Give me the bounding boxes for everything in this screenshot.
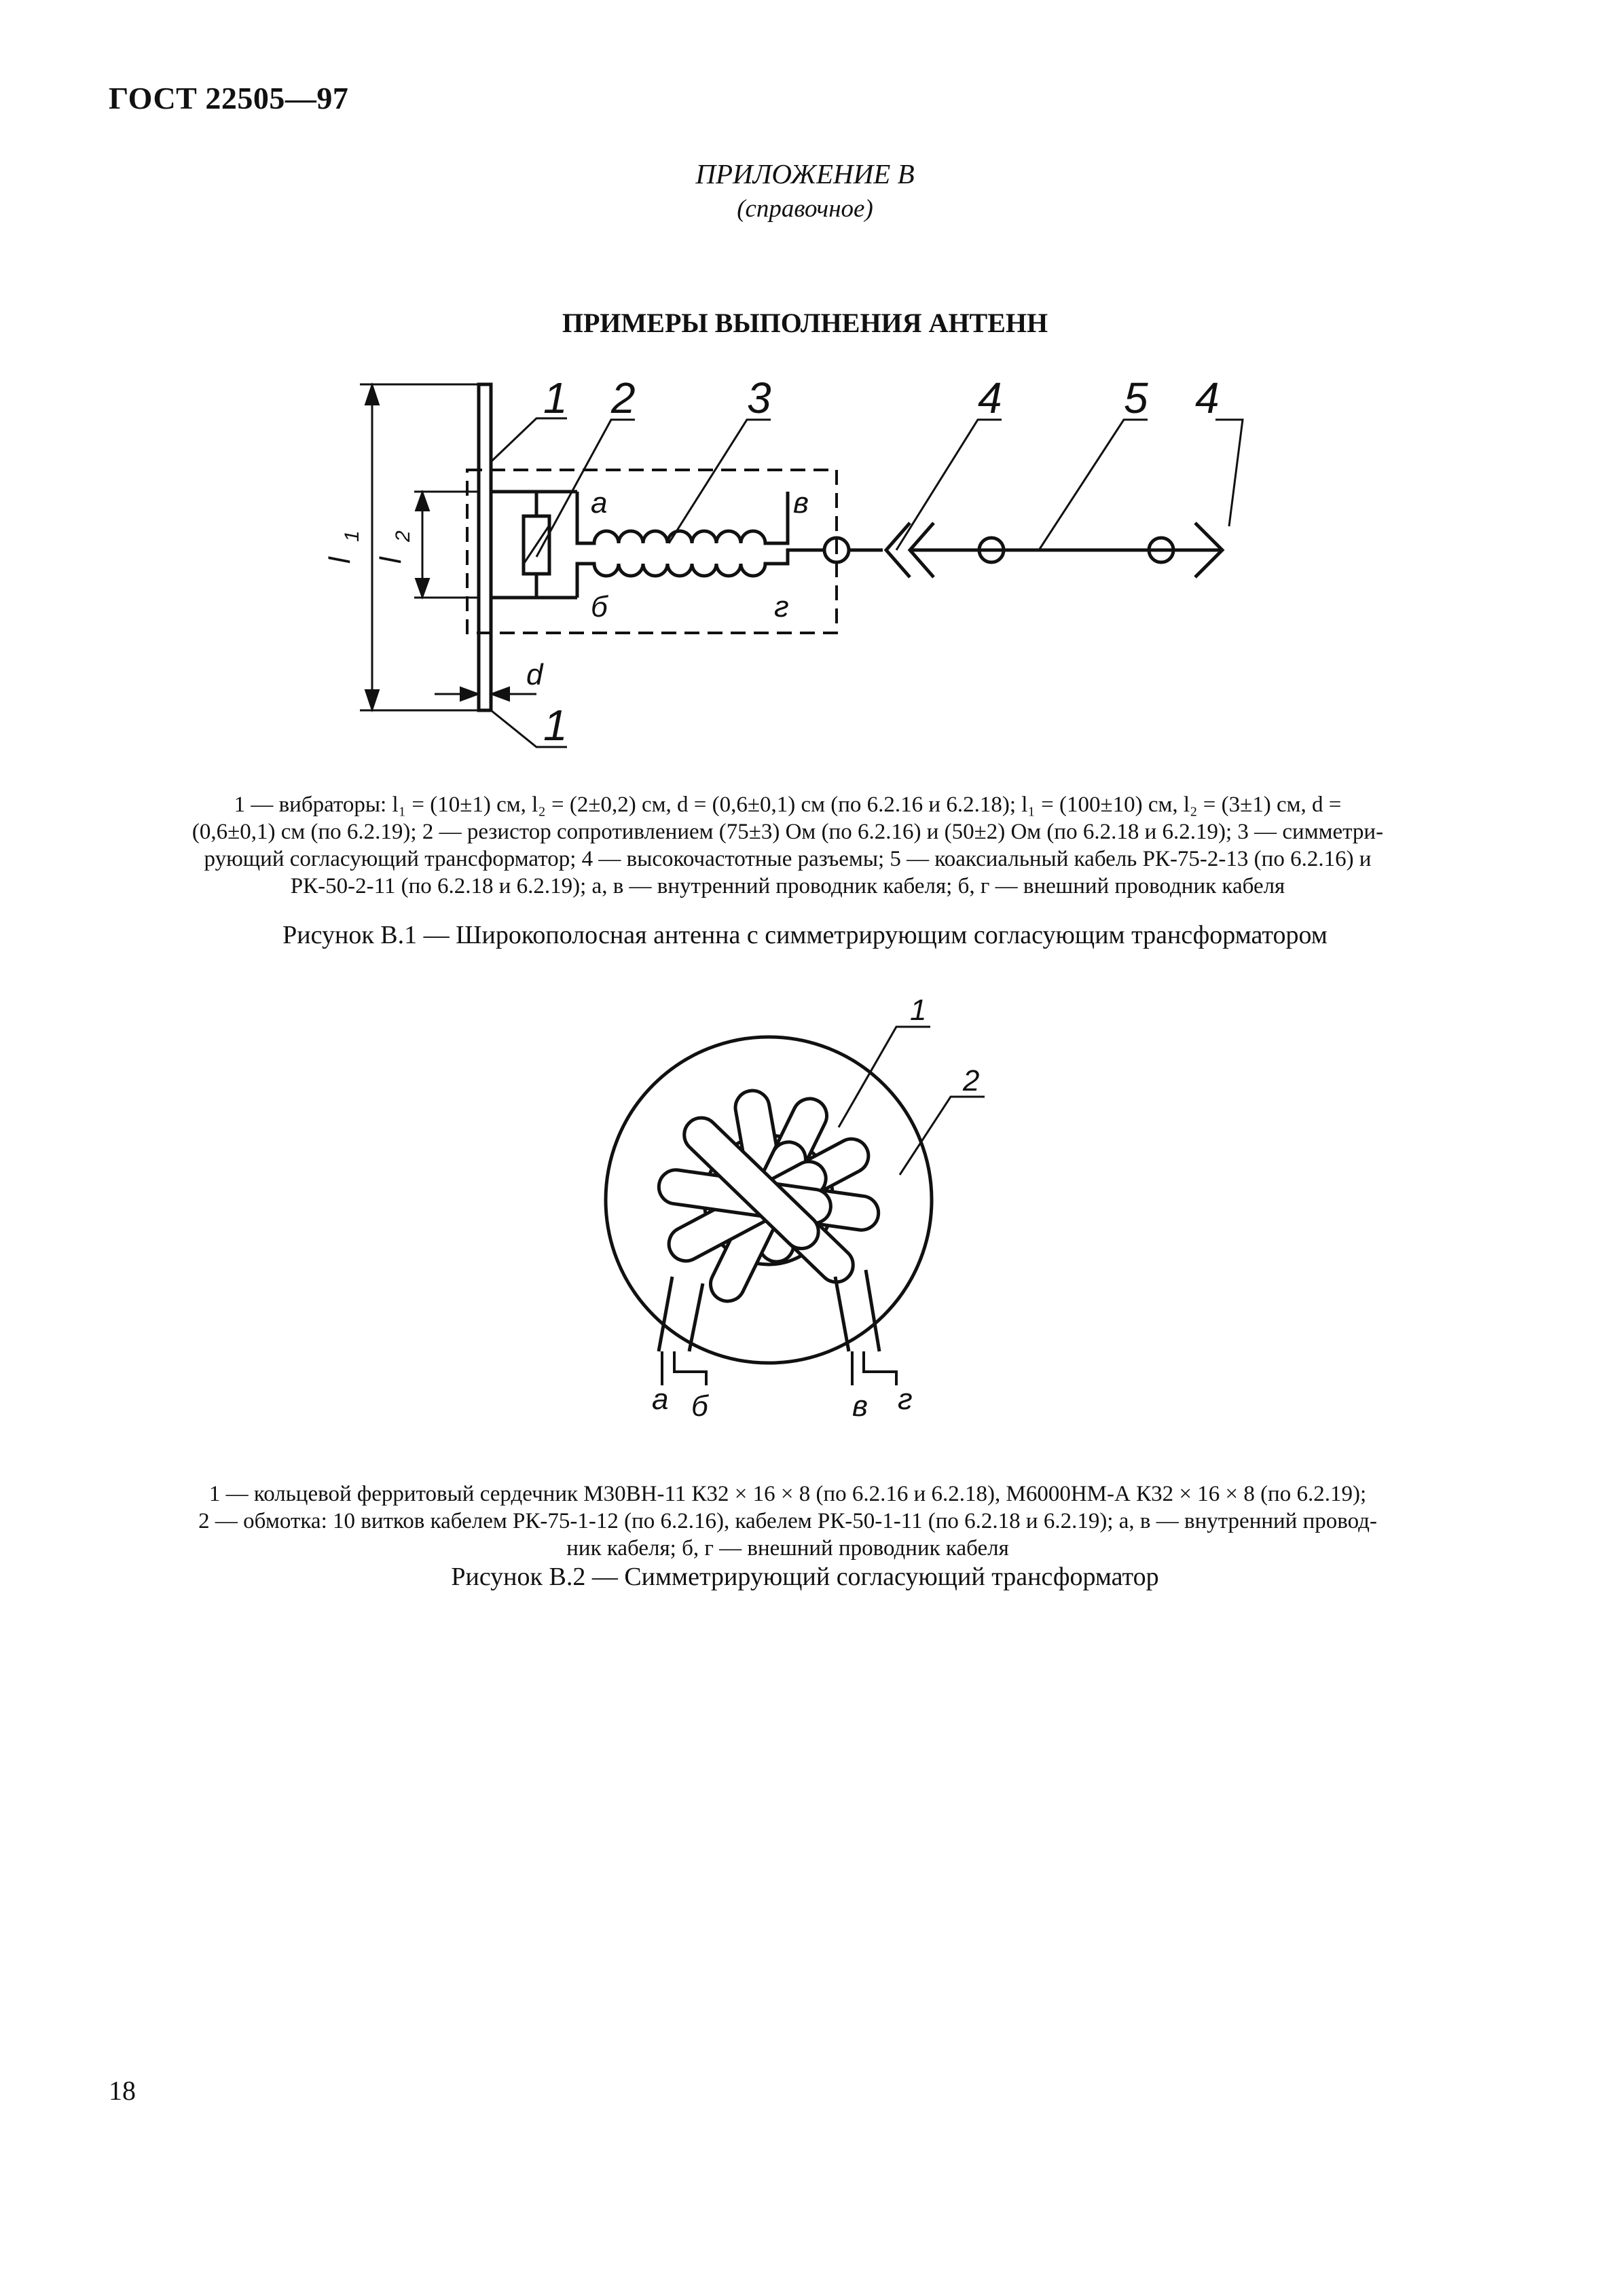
- figure-2-caption: Рисунок В.2 — Симметрирующий согласующий трансформатор: [451, 1563, 1159, 1591]
- dim-l2-subscript: 2: [392, 530, 414, 542]
- dim-l2-label: l: [374, 557, 407, 564]
- fig2-terminal-a: а: [652, 1383, 669, 1416]
- legend-line: рующий согласующий трансформатор; 4 — высокочастотные разъемы; 5 — коаксиальный кабель РК-75-2-13 (по 6.2.16) и: [204, 847, 1372, 871]
- primary-winding: [577, 492, 788, 543]
- dim-l1-label: l: [323, 557, 356, 564]
- callout-4-left: 4: [978, 373, 1002, 422]
- figure-1-caption: Рисунок В.1 — Широкополосная антенна с симметрирующим согласующим трансформатором: [282, 921, 1328, 949]
- fig2-terminal-g: г: [898, 1383, 913, 1416]
- fig2-callout-2: 2: [963, 1064, 980, 1097]
- appendix-title: ПРИЛОЖЕНИЕ В: [695, 158, 915, 189]
- callout-1-bottom: 1: [543, 701, 568, 750]
- connector-left: [886, 523, 910, 577]
- terminal-b: б: [591, 590, 608, 623]
- terminal-a: а: [591, 486, 608, 520]
- legend-line: РК-50-2-11 (по 6.2.18 и 6.2.19); а, в — внутренний проводник кабеля; б, г — внешний проводник кабеля: [290, 874, 1285, 898]
- figure-2-transformer-diagram: [0, 978, 1610, 1453]
- figure-1-legend: [102, 791, 1474, 900]
- legend-line: (0,6±0,1) см (по 6.2.19); 2 — резистор сопротивлением (75±3) Ом (по 6.2.16) и (50±2) Ом (по 6.2.18 и 6.2.19); 3 — симметри-: [191, 820, 1384, 844]
- appendix-note: (справочное): [737, 195, 873, 223]
- section-title: ПРИМЕРЫ ВЫПОЛНЕНИЯ АНТЕНН: [562, 308, 1048, 338]
- page-number: 18: [109, 2075, 136, 2106]
- callout-2: 2: [611, 373, 636, 422]
- dim-l1-subscript: 1: [341, 530, 363, 542]
- terminal-v: в: [793, 486, 809, 520]
- dim-d-label: d: [526, 658, 543, 691]
- document-header: ГОСТ 22505—97: [109, 81, 349, 115]
- terminal-g: г: [774, 590, 789, 623]
- fig2-callout-1: 1: [910, 994, 927, 1027]
- callout-5: 5: [1124, 373, 1148, 422]
- callout-4-right: 4: [1195, 373, 1220, 422]
- legend-line: 1 — вибраторы: l₁ = (10±1) см, l₂ = (2±0,2) см, d = (0,6±0,1) см (по 6.2.16 и 6.2.18); l₁ = (100±10) см, l₂ = (3±1) см, d =: [234, 792, 1342, 817]
- legend-line: 2 — обмотка: 10 витков кабелем РК-75-1-12 (по 6.2.16), кабелем РК-50-1-11 (по 6.2.18 и 6.2.19); а, в — внутренний провод-: [198, 1509, 1377, 1533]
- fig2-terminal-b: б: [691, 1389, 708, 1423]
- vibrator-rod: [479, 384, 491, 710]
- callout-3: 3: [747, 373, 771, 422]
- fig2-terminal-v: в: [852, 1389, 868, 1423]
- figure-2-legend: [102, 1480, 1474, 1562]
- legend-line: 1 — кольцевой ферритовый сердечник М30ВН-11 К32 × 16 × 8 (по 6.2.16 и 6.2.18), М6000НМ-А К32 × 16 × 8 (по 6.2.19);: [208, 1482, 1367, 1506]
- legend-line: ник кабеля; б, г — внешний проводник кабеля: [566, 1536, 1009, 1561]
- callout-1-top: 1: [543, 373, 568, 422]
- figure-1-antenna-diagram: [0, 0, 1610, 788]
